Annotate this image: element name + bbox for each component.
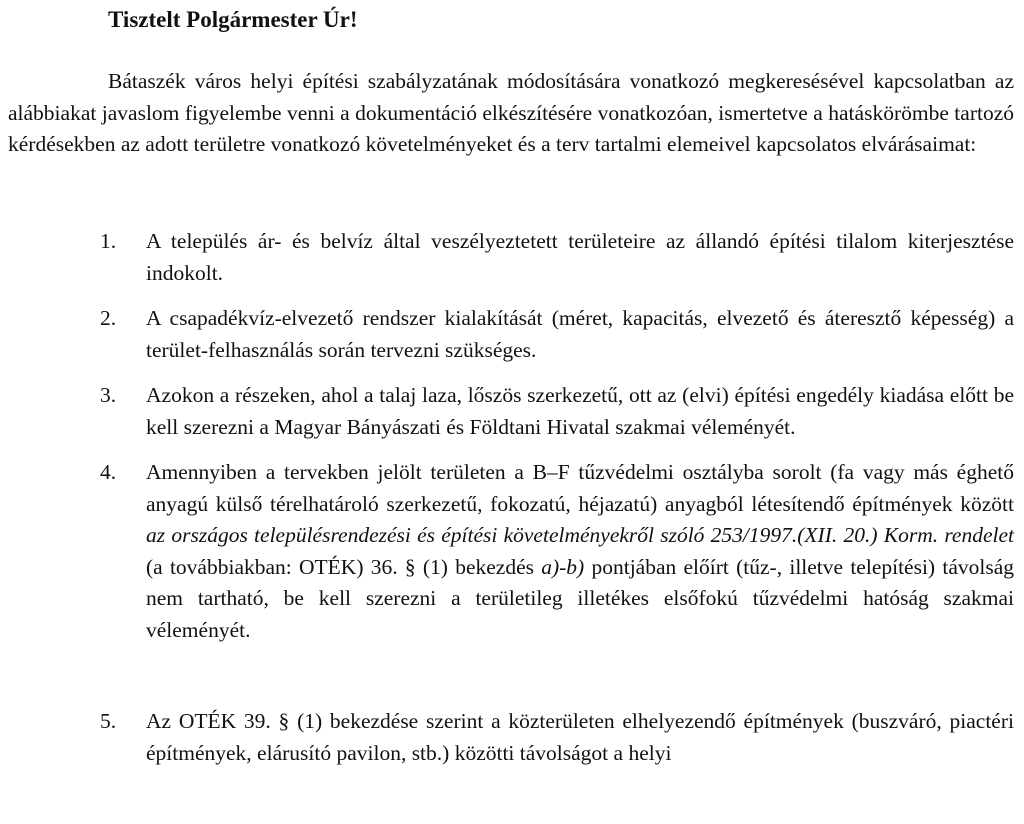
item-number: 3. [100, 383, 117, 407]
list-item [100, 380, 1014, 443]
item-number: 2. [100, 306, 117, 330]
list-item [100, 706, 1014, 769]
item-number: 5. [100, 709, 117, 733]
list-item [100, 303, 1014, 366]
item-text-part: Amennyiben a tervekben jelölt területen a B–F tűzvédelmi osztályba sorolt (fa vagy más éghető anyagú külső térelhatároló szerkezetű, fokozatú, héjazatú) anyagból létesítendő építmények között [146, 460, 1014, 516]
item-text: A csapadékvíz-elvezető rendszer kialakítását (méret, kapacitás, elvezető és áteresztő képesség) a terület-felhasználás során tervezni szükséges. [146, 306, 1014, 362]
paragraph-reference: a)-b) [541, 554, 585, 579]
item-number: 4. [100, 460, 117, 484]
intro-paragraph: Bátaszék város helyi építési szabályzatának módosítására vonatkozó megkeresésével kapcsolatban az alábbiakat javaslom figyelembe venni a dokumentáció elkészítésére vonatkozóan, ismertetve a hatáskörömbe tartozó kérdésekben az adott területre vonatkozó követelményeket és a terv tartalmi elemeivel kapcsolatos elvárásaimat: [8, 69, 1014, 156]
regulation-citation: az országos településrendezési és építési követelményekről szóló 253/1997.(XII. 20.) Korm. rendelet [146, 523, 1014, 547]
list-item [100, 226, 1014, 289]
item-text: Azokon a részeken, ahol a talaj laza, lőszös szerkezetű, ott az (elvi) építési engedély kiadása előtt be kell szerezni a Magyar Bányászati és Földtani Hivatal szakmai véleményét. [146, 383, 1014, 439]
item-text-part: (a továbbiakban: OTÉK) 36. § (1) bekezdés [146, 554, 542, 579]
list-item [100, 457, 1014, 646]
item-text [146, 457, 1014, 646]
item-text: Az OTÉK 39. § (1) bekezdése szerint a közterületen elhelyezendő építmények (buszváró, piactéri építmények, elárusító pavilon, stb.) közötti távolságot a helyi [146, 709, 1014, 765]
item-text: A település ár- és belvíz által veszélyeztetett területeire az állandó építési tilalom kiterjesztése indokolt. [146, 229, 1014, 285]
item-number: 1. [100, 229, 117, 253]
salutation: Tisztelt Polgármester Úr! [108, 7, 358, 32]
numbered-list [100, 226, 1014, 769]
item-text-part: pontjában előírt (tűz-, illetve telepítési) távolság nem tartható, be kell szerezni a területileg illetékes elsőfokú tűzvédelmi hatóság szakmai véleményét. [146, 554, 1014, 642]
